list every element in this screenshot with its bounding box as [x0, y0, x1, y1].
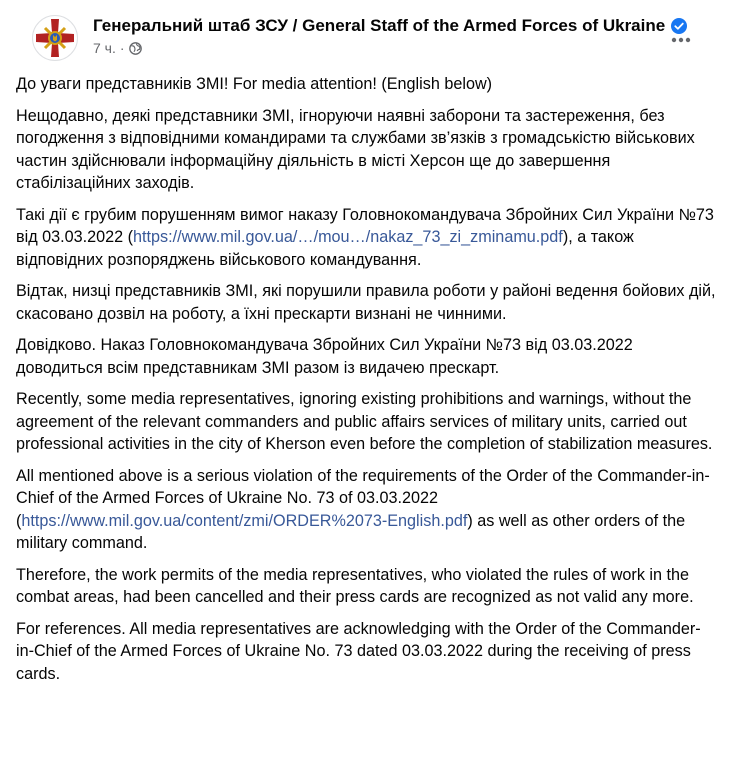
page-name-link[interactable]: [93, 16, 687, 36]
intro-paragraph: До уваги представників ЗМІ! For media attention! (English below): [16, 75, 493, 93]
post-timestamp[interactable]: 7 ч.: [93, 40, 116, 56]
ua-paragraph-4: Довідково. Наказ Головнокомандувача Збройних Сил України №73 від 03.03.2022 доводиться всім представникам ЗМІ разом із видачею прескарт.: [16, 336, 633, 377]
ua-paragraph-2: [16, 204, 717, 272]
ua-paragraph-1: Нещодавно, деякі представники ЗМІ, ігноруючи наявні заборони та застереження, без погодження з відповідними командирами та службами зв’язків з громадськістю військових частин здійснювали інформаційну діяльність в місті Херсон ще до завершення стабілізаційних заходів.: [16, 106, 695, 192]
en-paragraph-2-text-before: All mentioned above is a serious violation of the requirements of the Order of the Commander-in-Chief of the Armed Forces of Ukraine No. 73 of 03.03.2022 (: [16, 466, 710, 530]
post-header: [16, 0, 717, 70]
post-text: [16, 73, 717, 694]
more-options-icon: [671, 37, 691, 43]
meta-separator: ·: [119, 40, 125, 56]
armed-forces-emblem-icon: [33, 16, 77, 60]
en-order-link[interactable]: https://www.mil.gov.ua/content/zmi/ORDER%2073-English.pdf: [21, 511, 468, 530]
en-paragraph-2-text-after: ) as well as other orders of the military command.: [16, 511, 686, 552]
page-name[interactable]: Генеральний штаб ЗСУ / General Staff of the Armed Forces of Ukraine: [93, 16, 666, 35]
post-meta: [93, 40, 142, 56]
ua-paragraph-3: Відтак, низці представників ЗМІ, які порушили правила роботи у районі ведення бойових дій, скасовано дозвіл на роботу, а їхні прескарти визнані не чинними.: [16, 282, 716, 323]
more-options-button[interactable]: [663, 22, 699, 58]
ua-paragraph-2-text-before: Такі дії є грубим порушенням вимог наказу Головнокомандувача Збройних Сил України №73 від 03.03.2022 (: [16, 205, 714, 246]
en-paragraph-4: For references. All media representatives are acknowledging with the Order of the Commander-in-Chief of the Armed Forces of Ukraine No. 73 dated 03.03.2022 during the receiving of press cards.: [16, 619, 701, 683]
en-paragraph-3: Therefore, the work permits of the media representatives, who violated the rules of work in the combat areas, had been cancelled and their press cards are recognized as not valid any more.: [16, 565, 694, 606]
ua-order-link[interactable]: https://www.mil.gov.ua/…/mou…/nakaz_73_zi_zminamu.pdf: [133, 228, 563, 246]
en-paragraph-1: Recently, some media representatives, ignoring existing prohibitions and warnings, without the agreement of the relevant commanders and public affairs services of military units, carried out professional activities in the city of Kherson even before the completion of stabilization measures.: [16, 390, 713, 453]
page-avatar[interactable]: [32, 15, 78, 61]
ua-paragraph-2-text-after: ), а також відповідних розпоряджень військового командування.: [16, 228, 634, 269]
globe-icon[interactable]: [129, 42, 142, 55]
en-paragraph-2: [16, 465, 717, 555]
